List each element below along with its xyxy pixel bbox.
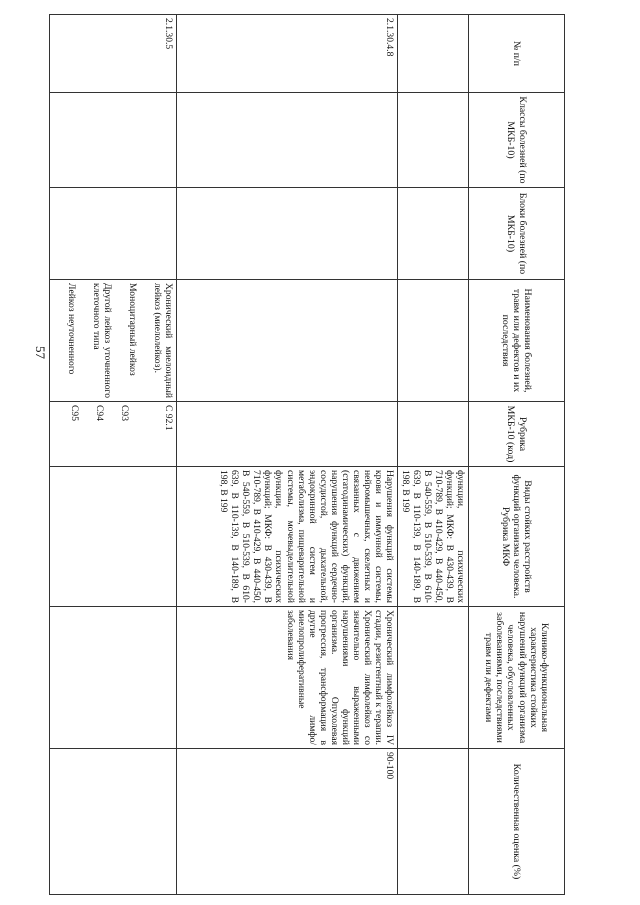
cell-types — [49, 467, 176, 607]
cell-num: 2.1.30.5 — [49, 15, 176, 93]
page-number: 57 — [33, 346, 48, 359]
cell-clinical — [49, 607, 176, 749]
cell-rubric — [176, 402, 397, 467]
icd-code: С93 — [118, 405, 130, 421]
cell-rubric — [397, 402, 468, 467]
table-row — [176, 15, 397, 895]
cell-blocks — [176, 188, 397, 280]
disease-table — [49, 14, 565, 895]
cell-classes — [176, 93, 397, 188]
header-clinical: Клинико-функциональная характеристика стойких нарушений функций организма человека, обусловленных заболеваниями, последствиями травм или дефектами — [469, 607, 565, 749]
cell-classes — [49, 93, 176, 188]
cell-score — [397, 749, 468, 895]
cell-rubric — [49, 402, 176, 467]
header-num: № п/п — [469, 15, 565, 93]
cell-blocks — [49, 188, 176, 280]
cell-num: 2.1.30.4.8 — [176, 15, 397, 93]
header-score: Количественная оценка (%) — [469, 749, 565, 895]
disease-name: Моноцитарный лейкоз — [126, 283, 138, 376]
cell-names — [397, 280, 468, 402]
cell-names — [176, 280, 397, 402]
disease-name: Другой лейкоз уточненного клеточного типа — [90, 283, 113, 398]
disease-name: Хронический миелоидный лейкоз (миелолейкоз). — [151, 283, 174, 398]
disease-name: Лейкоз неуточненного — [65, 283, 77, 375]
cell-score — [49, 749, 176, 895]
table-row — [397, 15, 468, 895]
cell-types: функции, психических функций; МКФ: В 430-439, В 710-789, В 410-429, В 440-450, В 540-559, В 510-539, В 610-639, В 110-139, В 140-189, В 198, В 199 — [397, 467, 468, 607]
icd-code: С95 — [68, 405, 80, 421]
cell-clinical: Хронический лимфолейкоз IV стадии, резистентный к терапии. Хронический лимфолейкоз со значительно выраженными нарушениями функций организма. Опухолевая прогрессия, трансформация в другие лимфо/миелопролиферативные заболевания — [176, 607, 397, 749]
icd-code: С 92.1 — [162, 405, 174, 431]
header-types: Виды стойких расстройств функций организма человека. Рубрика МКФ — [469, 467, 565, 607]
cell-types: Нарушения функций системы крови и иммунной системы, нейромышечных, скелетных и связанных с движением (статодинамических) функций, нарушения функций сердечно-сосудистой, дыхательной, эндокринной систем и метаболизма, пищеварительной системы, мочевыделительной функции, психических функций; МКФ: В 430-439, В 710-789, В 410-429, В 440-450, В 540-559, В 510-539, В 610-639, В 110-139, В 140-189, В 198, В 199 — [176, 467, 397, 607]
table-header-row — [469, 15, 565, 895]
cell-num — [397, 15, 468, 93]
cell-names — [49, 280, 176, 402]
header-classes: Классы болезней (по МКБ-10) — [469, 93, 565, 188]
icd-code: С94 — [93, 405, 105, 421]
cell-blocks — [397, 188, 468, 280]
cell-score: 90-100 — [176, 749, 397, 895]
table-row — [49, 15, 176, 895]
header-blocks: Блоки болезней (по МКБ-10) — [469, 188, 565, 280]
header-names: Наименования болезней, травм или дефектов и их последствия — [469, 280, 565, 402]
header-rubric: Рубрика МКБ-10 (код) — [469, 402, 565, 467]
cell-classes — [397, 93, 468, 188]
rotated-page — [65, 14, 565, 894]
cell-clinical — [397, 607, 468, 749]
